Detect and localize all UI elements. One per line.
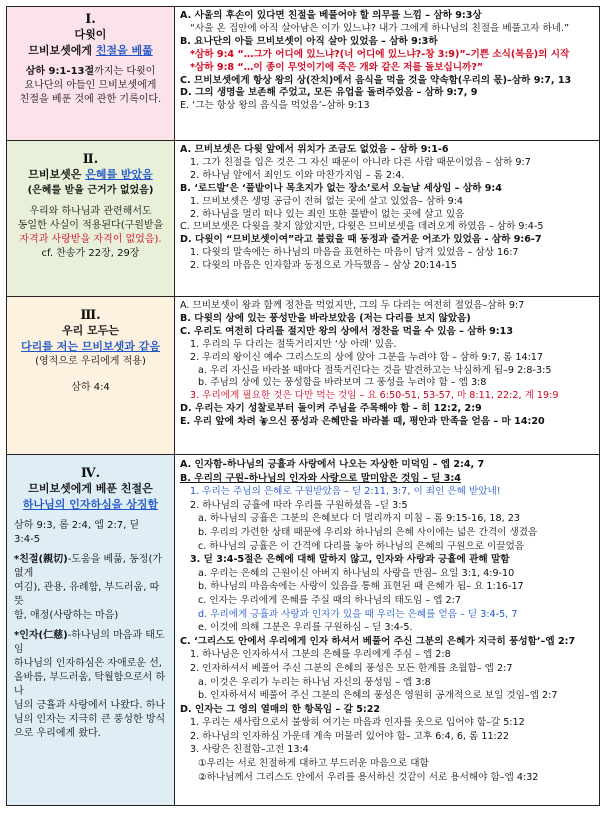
section-1-title-part: 므비보셋에게 (28, 44, 96, 57)
section-1-numeral: Ⅰ. (85, 12, 96, 27)
section-3-point: C. 우리도 여전히 다리를 절지만 왕의 상에서 정찬을 먹을 수 있음 – 삼하 9:13 (180, 325, 513, 337)
section-4-point: 3. 사랑은 친절함–고전 13:4 (190, 744, 309, 756)
section-2-title-line2: (은혜를 받을 근거가 없었음) (27, 185, 154, 196)
section-2-desc-line1: 우리와 하나님과 관련해서도 (29, 206, 152, 217)
section-2-point: 1. 므비보셋은 생명 공급이 전혀 없는 곳에 살고 있었음– 삼하 9:4 (190, 195, 464, 207)
section-1-desc-line2: 요나단의 아들인 므비보셋에게 (24, 80, 157, 91)
section-4-def2-line3: 올바름, 부드러움, 탁월함으로서 하나 (14, 672, 166, 697)
section-2-summary (7, 141, 175, 296)
section-4-numeral: Ⅳ. (80, 466, 101, 481)
section-4-point: a. 하나님의 긍휼은 그분의 은혜보다 더 멀리까지 미침 – 롬 9:15-16, 18, 23 (198, 513, 520, 525)
section-1-title-highlight: 친절을 베풂 (95, 44, 153, 57)
section-4-def2-text: -하나님의 마음과 태도임 (14, 630, 165, 655)
section-2-title-part: 므비보셋은 (28, 168, 86, 181)
section-4-def2-line1 (14, 629, 167, 657)
section-4-point: b. 하나님의 마음속에는 사랑이 있음을 통해 표현된 때 은혜가 됨– 요 1:16-17 (198, 581, 524, 593)
section-4-point: ②하나님께서 그리스도 안에서 우리를 용서하신 것같이 서로 용서해야 함–엡 4:32 (198, 771, 539, 783)
section-3-points (175, 297, 599, 454)
section-3-point: D. 우리는 자기 성찰로부터 돌이켜 주님을 주목해야 함 – 히 12:2, 2:9 (180, 403, 482, 415)
section-1-points (175, 7, 599, 140)
section-4-def2-label: *인자(仁慈) (14, 630, 68, 641)
section-3-summary (7, 297, 175, 454)
section-3-point: a. 우리 자신을 바라볼 때마다 절뚝거린다는 것을 발견하고는 낙심하게 됨–9 2:8-3:5 (198, 364, 552, 376)
section-2-desc-line3: 자격과 사랑받을 자격이 없었음). (19, 234, 162, 245)
section-4-point: b. 인자하셔서 베풀어 주신 그분의 은혜의 풍성은 영원히 공개적으로 보일 것임–엡 2:7 (198, 690, 558, 702)
section-4-def1-label: *친절(親切) (14, 554, 68, 565)
section-4-point: 2. 하나님의 긍휼에 따라 우리를 구원하셨음 –딛 3:5 (190, 499, 408, 511)
section-1-point: “사울 온 집안에 아직 살아남은 이가 있느냐? 내가 그에게 하나님의 친절을 베풀고자 하네.” (190, 22, 570, 34)
section-3-point: 1. 우리의 두 다리는 절뚝거리지만 ‘상 아래’ 있음. (190, 338, 397, 350)
section-4-def2-line2: 하나님의 인자하심은 자애로운 선, (14, 658, 162, 669)
section-2-point: B. ‘로드발’은 ‘풀밭이나 목초지가 없는 장소’로서 오늘날 세상임 – 삼하 9:4 (180, 182, 502, 194)
section-3-title-line3: (영적으로 우리에게 적용) (35, 356, 146, 367)
section-4-point: 1. 하나님은 인자하셔서 그분의 은혜를 우리에게 주심 – 엡 2:8 (190, 649, 451, 661)
section-1-desc-text: 까지는 다윗이 (94, 66, 156, 77)
section-3-point: 3. 우리에게 필요한 것은 다만 먹는 것임 – 요 6:50-51, 53-57, 마 8:11, 22:2, 계 19:9 (190, 390, 559, 402)
section-1-summary (7, 7, 175, 140)
section-4-point: 3. 딛 3:4-5절은 은혜에 대해 말하지 않고, 인자와 사랑과 긍휼에 관해 말함 (190, 554, 510, 566)
outline-table (6, 6, 600, 806)
section-4-point: d. 우리에게 긍휼과 사랑과 인자가 있을 때 우리는 은혜를 얻음 – 딛 3:4-5, 7 (198, 608, 518, 620)
section-1-desc-line1 (14, 65, 167, 79)
section-4-point: 2. 하나님의 인자하심 가운데 계속 머물러 있어야 함– 고후 6:4, 6, 롬 11:22 (190, 730, 509, 742)
section-1-point: A. 사울의 후손이 있다면 친절을 베풀어야 할 의무를 느낌 – 삼하 9:3상 (180, 10, 482, 21)
section-4-def2-line6: 으로 우리에게 왔다. (14, 728, 101, 739)
section-4-def2-line5: 님의 인자는 지극히 큰 풍성한 방식 (14, 714, 166, 725)
section-4-point: a. 이것은 우리가 누리는 하나님 자신의 풍성임 – 엡 3:8 (198, 676, 431, 688)
section-3-ref: 삼하 4:4 (71, 382, 110, 393)
section-2-point: C. 므비보셋은 다윗을 찾지 않았지만, 다윗은 므비보셋을 데려오게 하였음 – 삼하 9:4-5 (180, 221, 544, 233)
section-4-def1-text: -도움을 베풂, 동정(가엾게 (14, 554, 163, 579)
section-4-title-line1: 므비보셋에게 베푼 친절은 (28, 482, 153, 495)
section-4-point: c. 하나님의 긍휼은 이 간격에 다리를 놓아 하나님의 은혜의 구원으로 이끌었음 (198, 540, 525, 552)
section-4-title-line2: 하나님의 인자하심을 상징함 (22, 498, 159, 511)
section-4-point: ①우리는 서로 친절하게 대하고 부드러운 마음으로 대함 (198, 758, 429, 770)
section-4-point: 1. 우리는 주님의 은혜로 구원받았음 – 딛 2:11, 3:7, 이 죄인 은혜 받았네! (190, 486, 501, 498)
section-4-point: C. ‘그리스도 안에서 우리에게 인자 하셔서 베풀어 주신 그분의 은혜가 지극히 풍성함’–엡 2:7 (180, 635, 576, 647)
section-3-point: b. 주님의 상에 있는 풍성함을 바라보며 그 풍성을 누려야 함 – 엡 3:8 (198, 377, 487, 389)
section-1-point: E. ‘그는 항상 왕의 음식을 먹었음’–삼하 9:13 (180, 100, 370, 112)
section-2-point: 1. 다윗의 말속에는 하나님의 마음을 표현하는 마음이 담겨 있었음 – 삼상 16:7 (190, 247, 519, 259)
section-1-point: C. 므비보셋에게 항상 왕의 상(잔치)에서 음식을 먹을 것을 약속함(우리의 몫)–삼하 9:7, 13 (180, 74, 572, 86)
section-1 (6, 6, 600, 141)
section-4-def1-line3: 함, 애정(사랑하는 마음) (14, 610, 119, 621)
section-4-point: e. 이것에 의해 그분은 우리를 구원하심 – 딛 3:4-5. (198, 622, 413, 634)
section-3-title-line2: 다리를 저는 므비보셋과 같음 (21, 340, 160, 353)
section-3-numeral: Ⅲ. (80, 308, 101, 323)
section-4-point: c. 인자는 우리에게 은혜를 주실 때의 하나님의 태도임 – 엡 2:7 (198, 594, 461, 606)
section-3-point: 2. 우리의 왕이신 예수 그리스도의 상에 앉아 그분을 누려야 함 – 삼하 9:7, 롬 14:17 (190, 351, 544, 363)
section-1-desc-line3: 친절을 베푼 것에 관한 기록이다. (19, 94, 162, 105)
section-4-def1-line1 (14, 553, 167, 581)
section-2-title-highlight: 은혜를 받았음 (85, 168, 153, 181)
section-4-def2-line4: 님의 긍휼과 사랑에서 나왔다. 하나 (14, 700, 166, 711)
section-4 (6, 455, 600, 806)
section-1-point: B. 요나단의 아들 므비보셋이 아직 살아 있었음 – 삼하 9:3하 (180, 35, 438, 47)
section-2-point: 2. 다윗의 마음은 인자함과 동정으로 가득했음 – 삼상 20:14-15 (190, 260, 458, 272)
section-3-point: A. 므비보셋이 왕과 함께 정찬을 먹었지만, 그의 두 다리는 여전히 절었음–삼하 9:7 (180, 300, 525, 311)
section-4-point: a. 우리는 은혜의 근원이신 아버지 하나님의 사랑을 만짐– 요일 3:1, 4:9-10 (198, 567, 515, 579)
section-1-point: D. 그의 생명을 보존해 주었고, 모든 유업을 돌려주었음 – 삼하 9:7, 9 (180, 87, 478, 99)
section-1-title-line1: 다윗이 (74, 28, 107, 41)
section-4-summary (7, 455, 175, 805)
section-3-point: B. 다윗의 상에 있는 풍성만을 바라보았음 (저는 다리를 보지 않았음) (180, 312, 471, 324)
section-3-point: E. 우리 앞에 차려 놓으신 풍성과 은혜만을 바라볼 때, 평안과 만족을 얻음 – 마 14:20 (180, 416, 545, 428)
section-4-points (175, 455, 599, 805)
section-3-title-line1: 우리 모두는 (62, 324, 119, 337)
section-1-title-line2 (14, 43, 167, 59)
section-2-point: D. 다윗이 “므비보셋이여”라고 불렀을 때 동정과 즐거운 어조가 있었음 - 삼하 9:6-7 (180, 234, 542, 246)
section-4-point: 1. 우리는 새사람으로서 불쌍히 여기는 마음과 인자를 옷으로 입어야 함–갈 5:12 (190, 717, 525, 729)
section-3 (6, 297, 600, 455)
section-2 (6, 141, 600, 297)
section-1-point: *삼하 9:4 “…그가 어디에 있느냐?(너 어디에 있느냐?-창 3:9)”–기쁜 소식(복음)의 시작 (190, 48, 570, 60)
section-1-desc-ref: 삼하 9:1-13절 (25, 66, 95, 77)
section-2-desc-line4: cf. 찬송가 22장, 29장 (41, 248, 140, 259)
section-4-def1-line2: 여김), 관용, 유례함, 부드러움, 따뜻 (14, 582, 160, 607)
section-4-refs-line1: 삼하 9:3, 롬 2:4, 엡 2:7, 딛 (14, 520, 140, 531)
section-4-point: D. 인자는 그 영의 열매의 한 항목임 – 갈 5:22 (180, 703, 381, 715)
section-4-point: b. 우리의 가련한 상태 때문에 우리와 하나님의 은혜 사이에는 넓은 간격이 생겼음 (198, 526, 538, 538)
section-2-desc-line2: 동일한 사실이 적용된다(구원받을 (17, 220, 164, 231)
section-2-numeral: Ⅱ. (82, 152, 99, 167)
section-2-title-line1 (14, 167, 167, 183)
section-1-point: *삼하 9:8 “…이 종이 무엇이기에 죽은 개와 같은 저를 돌보십니까?” (190, 61, 484, 73)
section-2-point: 2. 하나님을 멀리 떠나 있는 죄인 또한 풀밭이 없는 곳에 살고 있음 (190, 208, 465, 220)
section-4-point: 2. 인자하셔서 베풀어 주신 그분의 은혜의 풍성은 모든 한계를 초월함– 엡 2:7 (190, 662, 513, 674)
section-4-refs-line2: 3:4-5 (14, 534, 41, 545)
section-4-point: A. 인자함–하나님의 긍휼과 사랑에서 나오는 자상한 미덕임 – 엡 2:4, 7 (180, 459, 485, 470)
section-2-point: A. 므비보셋은 다윗 앞에서 위치가 조금도 없었음 – 삼하 9:1-6 (180, 144, 449, 155)
section-2-point: 1. 그가 친절을 입은 것은 그 자신 때문이 아니라 다른 사람 때문이었음 – 삼하 9:7 (190, 156, 531, 168)
section-4-point: B. 우리의 구원–하나님의 인자와 사랑으로 말미암은 것임 – 딛 3:4 (180, 472, 461, 484)
section-2-points (175, 141, 599, 296)
section-2-point: 2. 하나님 앞에서 죄인도 이와 마찬가지임 – 롬 2:4. (190, 169, 405, 181)
